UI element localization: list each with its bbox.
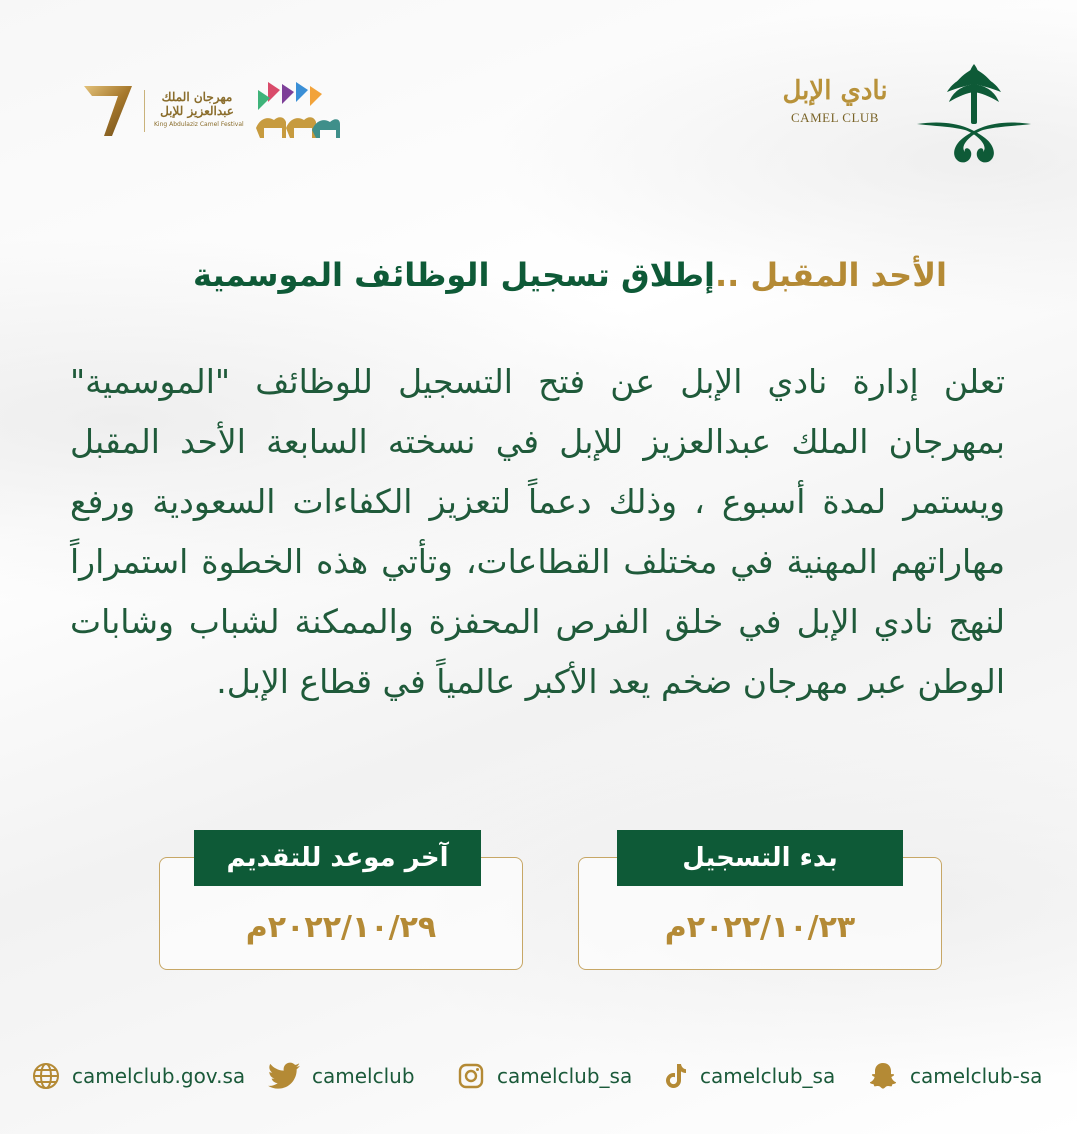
application-deadline-box xyxy=(159,843,523,970)
festival-logo xyxy=(82,78,352,148)
website-link[interactable] xyxy=(32,1056,245,1096)
club-wordmark xyxy=(765,76,905,126)
tiktok-text: camelclub_sa xyxy=(700,1064,836,1088)
festival-name-ar: مهرجان الملك عبدالعزيز للإبل xyxy=(160,90,234,118)
instagram-text: camelclub_sa xyxy=(497,1064,633,1088)
festival-wordmark xyxy=(154,90,244,128)
application-deadline-label: آخر موعد للتقديم xyxy=(194,830,481,886)
snapchat-icon xyxy=(868,1061,898,1091)
edition-seven-icon xyxy=(82,82,134,138)
website-text: camelclub.gov.sa xyxy=(72,1064,246,1088)
instagram-link[interactable] xyxy=(457,1056,632,1096)
club-name-en: CAMEL CLUB xyxy=(791,110,879,125)
twitter-text: camelclub xyxy=(312,1064,415,1088)
instagram-icon xyxy=(457,1062,485,1090)
camel-club-logo xyxy=(753,62,1033,172)
headline-gold-part: الأحد المقبل .. xyxy=(714,256,947,294)
headline-green-part: إطلاق تسجيل الوظائف الموسمية xyxy=(193,256,715,294)
announcement-body: تعلن إدارة نادي الإبل عن فتح التسجيل للوظائف "الموسمية" بمهرجان الملك عبدالعزيز للإبل في نسخته السابعة الأحد المقبل ويستمر لمدة أسبوع ، وذلك دعماً لتعزيز الكفاءات السعودية ورفع مهاراتهم المهنية في مختلف القطاعات، وتأتي هذه الخطوة استمراراً لنهج نادي الإبل في خلق الفرص المحفزة والممكنة لشباب وشابات الوطن عبر مهرجان ضخم يعد الأكبر عالمياً في قطاع الإبل. xyxy=(70,362,1005,701)
headline xyxy=(87,250,947,300)
camel-riders-flags-icon xyxy=(250,80,342,142)
registration-start-date: ٢٠٢٢/١٠/٢٣م xyxy=(664,910,856,945)
twitter-link[interactable] xyxy=(268,1056,415,1096)
footer-social-links xyxy=(0,1056,1077,1096)
twitter-icon xyxy=(268,1062,300,1090)
application-deadline-date: ٢٠٢٢/١٠/٢٩م xyxy=(245,910,437,945)
tiktok-link[interactable] xyxy=(664,1056,835,1096)
registration-start-box xyxy=(578,843,942,970)
globe-icon xyxy=(32,1062,60,1090)
tiktok-icon xyxy=(664,1062,688,1090)
registration-start-label: بدء التسجيل xyxy=(617,830,903,886)
festival-name-en: King Abdulaziz Camel Festival xyxy=(154,121,244,128)
snapchat-link[interactable] xyxy=(868,1056,1042,1096)
snapchat-text: camelclub-sa xyxy=(910,1064,1043,1088)
palm-swords-emblem-icon xyxy=(915,62,1033,168)
festival-divider xyxy=(144,90,145,132)
club-name-ar: نادي الإبل xyxy=(782,76,888,106)
